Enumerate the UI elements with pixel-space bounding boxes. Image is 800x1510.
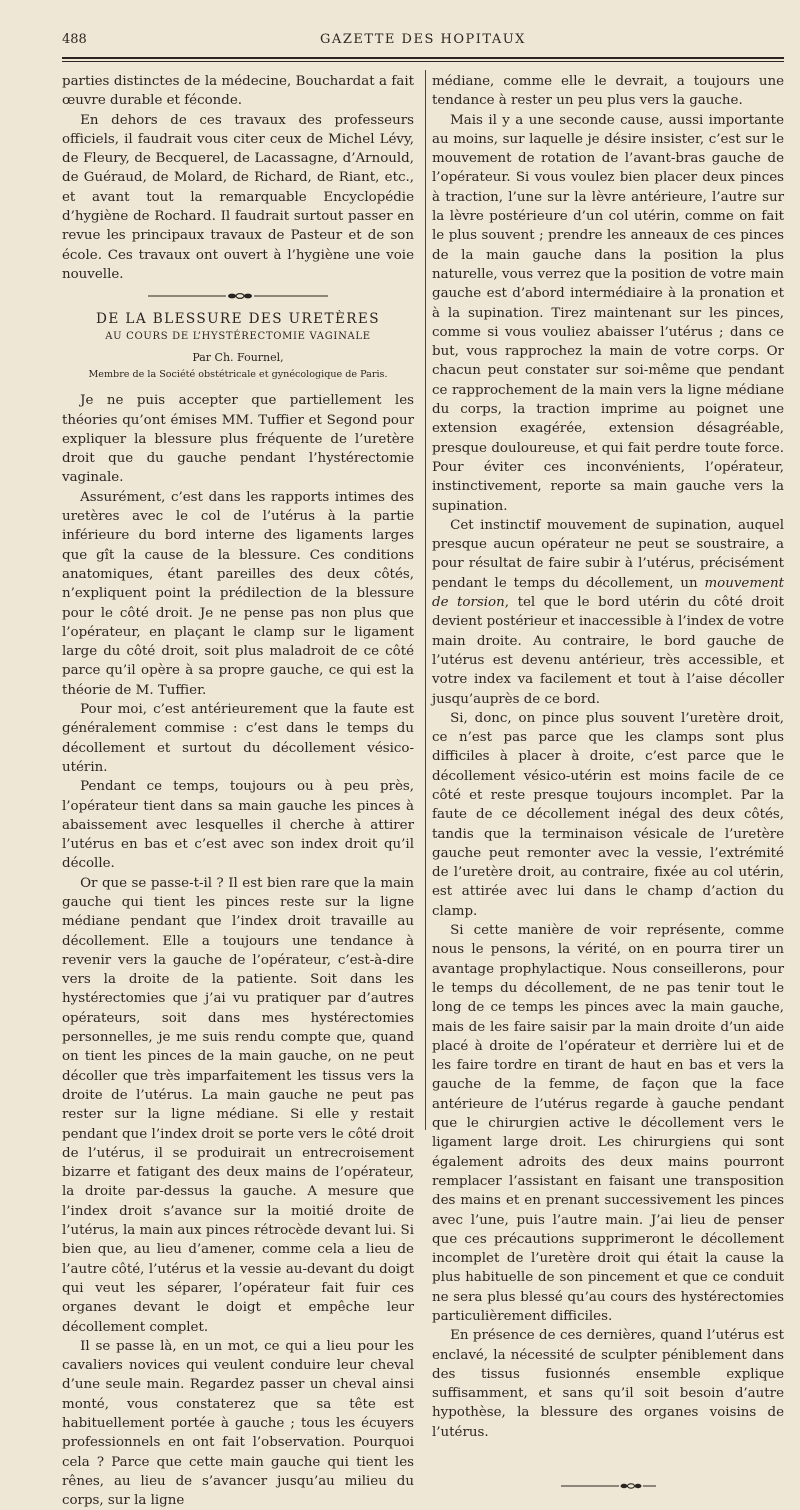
page-header [62, 30, 784, 52]
emphasis: mouvement de torsion [432, 575, 784, 611]
article-subtitle: AU COURS DE L’HYSTÉRECTOMIE VAGINALE [105, 331, 371, 343]
paragraph: Pendant ce temps, toujours ou à peu près, l’opérateur tient dans sa main gauche les pinces à abaissement avec lesquelles il cherche à attirer l’utérus en bas et c’est avec son index droit qu’il décolle. [62, 779, 414, 872]
paragraph: Mais il y a une seconde cause, aussi importante au moins, sur laquelle je désire insister, c’est sur le mouvement de rotation de l’avant-bras gauche de l’opérateur. Si vous voulez bien placer deux pinces à traction, l’une sur la lèvre antérieure, l’autre sur la lèvre postérieure d’un col utérin, comme on fait le plus souvent ; prendre les anneaux de ces pinces de la main gauche dans la position la plus naturelle, vous verrez que la position de votre main gauche est d’abord intermédiaire à la pronation et à la supination. Tirez maintenant sur les pinces, comme si vous vouliez abaisser l’utérus ; dans ce but, vous rapprochez la main de votre corps. Or chacun peut constater sur soi-même que pendant ce rapprochement de la main vers la ligne médiane du corps, la traction imprime au poignet une extension exagérée, extension désagréable, presque douloureuse, et qui fait perdre toute force. Pour éviter ces inconvénients, l’opérateur, instinctivement, reporte sa main gauche vers la supination. [432, 112, 784, 514]
paragraph: Si cette manière de voir représente, comme nous le pensons, la vérité, on en pourra tirer un avantage prophylactique. Nous conseillerons, pour le temps du décollement, de ne pas tenir tout le long de ce temps les pinces avec la main gauche, mais de les faire saisir par la main droite d’un aide placé à droite de l’opérateur et derrière lui et de les faire tordre en tirant de haut en bas et vers la gauche de la femme, de façon que la face antérieure de l’utérus regarde à gauche pendant que le chirurgien active le décollement vers le ligament large droit. Les chirurgiens qui sont également adroits des deux mains pourront remplacer l’assistant en faisant une transposition des mains et en prenant successivement les pinces avec l’une, puis l’autre main. J’ai lieu de penser que ces précautions supprimeront le décollement incomplet de l’uretère droit qui était la cause la plus habituelle de son pincement et que ce conduit ne sera plus blessé qu’au cours des hystérectomies particulièrement difficiles. [432, 923, 784, 1324]
running-head: GAZETTE DES HOPITAUX [320, 32, 526, 47]
paragraph: Si, donc, on pince plus souvent l’uretère droit, ce n’est pas parce que les clamps sont plus difficiles à placer à droite, c’est parce que le décollement vésico-utérin est moins facile de ce côté et reste presque toujours incomplet. Par la faute de ce décollement inégal des deux côtés, tandis que la terminaison vésicale de l’uretère gauche peut remonter avec la vessie, l’extrémité de l’uretère droit, au contraire, fixée au col utérin, est attirée avec lui dans le champ d’action du clamp. [432, 710, 784, 919]
header-rule-thick [62, 57, 784, 59]
paragraph: En présence de ces dernières, quand l’utérus est enclavé, la nécessité de sculpter péniblement dans des tissus fusionnés ensemble explique suffisamment, et sans qu’il soit besoin d’autre hypothèse, la blessure des organes voisins de l’utérus. [432, 1328, 784, 1440]
paragraph: Pour moi, c’est antérieurement que la faute est généralement commise : c’est dans le temps du décollement et surtout du décollement vésico-utérin. [62, 702, 414, 775]
right-column [432, 72, 784, 1490]
paragraph: Assurément, c’est dans les rapports intimes des uretères avec le col de l’utérus à la partie inférieure du bord interne des ligaments larges que gît la cause de la blessure. Ces conditions anatomiques, étant pareilles des deux côtés, n’expliquent point la prédilection de la blessure pour le côté droit. Je ne pense pas non plus que l’opérateur, en plaçant le clamp sur le ligament large du côté droit, soit plus maladroit de ce côté parce qu’il opère à sa propre gauche, ce qui est la théorie de M. Tuffier. [62, 489, 414, 698]
article-title: DE LA BLESSURE DES URETÈRES [96, 311, 380, 328]
paragraph: médiane, comme elle le devrait, a toujours une tendance à rester un peu plus vers la gauche. [432, 74, 784, 109]
text-run: Cet instinctif mouvement de supination, auquel presque aucun opérateur ne peut se soustraire, a pour résultat de faire subir à l’utérus, précisément pendant le temps du décollement, un [432, 517, 784, 591]
paragraph: Je ne puis accepter que partiellement les théories qu’ont émises MM. Tuffier et Segond pour expliquer la blessure plus fréquente de l’uretère droit que du gauche pendant l’hystérectomie vaginale. [62, 393, 414, 486]
paragraph: Or que se passe-t-il ? Il est bien rare que la main gauche qui tient les pinces reste sur la ligne médiane pendant que l’index droit travaille au décollement. Elle a toujours une tendance à revenir vers la gauche de l’opérateur, c’est-à-dire vers la droite de la patiente. Soit dans les hystérectomies que j’ai vu pratiquer par d’autres opérateurs, soit dans mes hystérectomies personnelles, je me suis rendu compte que, quand on tient les pinces de la main gauche, on ne peut décoller que très imparfaitement les tissus vers la droite de l’utérus. La main gauche ne peut pas rester sur la ligne médiane. Si elle y restait pendant que l’index droit se porte vers le côté droit de l’utérus, il se produirait un entrecroisement bizarre et fatigant des deux mains de l’opérateur, la droite par-dessus la gauche. A mesure que l’index droit s’avance sur la moitié droite de l’utérus, la main aux pinces rétrocède devant lui. Si bien que, au lieu d’amener, comme cela a lieu de l’autre côté, l’utérus et la vessie au-devant du doigt qui veut les séparer, l’opérateur fait fuir ces organes devant le doigt et empêche leur décollement complet. [62, 875, 414, 1335]
text-run: , tel que le bord utérin du côté droit devient postérieur et inaccessible à l’index de votre main droite. Au contraire, le bord gauche de l’utérus est devenu antérieur, très accessible, et votre index va facilement et tout à l’aise décoller jusqu’auprès de ce bord. [432, 595, 784, 707]
column-divider [425, 70, 426, 1130]
end-ornament [561, 1482, 656, 1490]
paragraph: En dehors de ces travaux des professeurs officiels, il faudrait vous citer ceux de Michel Lévy, de Fleury, de Becquerel, de Lacassagne, d’Arnould, de Guéraud, de Molard, de Richard, de Riant, etc., et avant tout la remarquable Encyclopédie d’hygiène de Rochard. Il faudrait surtout passer en revue les principaux travaux de Pasteur et de son école. Ces travaux ont ouvert à l’hygiène une voie nouvelle. [62, 112, 414, 282]
paragraph: parties distinctes de la médecine, Bouchardat a fait œuvre durable et féconde. [62, 74, 414, 109]
paragraph [432, 516, 784, 709]
paragraph: Il se passe là, en un mot, ce qui a lieu pour les cavaliers novices qui veulent conduire leur cheval d’une seule main. Regardez passer un cheval ainsi monté, vous constaterez que sa tête est habituellement portée à gauche ; tous les écuyers professionnels en ont fait l’observation. Pourquoi cela ? Parce que cette main gauche qui tient les rênes, au lieu de s’avancer jusqu’au milieu du corps, sur la ligne [62, 1338, 414, 1509]
article-author: Par Ch. Fournel, [192, 351, 284, 365]
page-number: 488 [62, 32, 87, 47]
section-ornament [148, 292, 328, 300]
header-rule-thin [62, 61, 784, 62]
left-column [62, 72, 414, 1510]
author-affiliation: Membre de la Société obstétricale et gynécologique de Paris. [88, 369, 388, 381]
